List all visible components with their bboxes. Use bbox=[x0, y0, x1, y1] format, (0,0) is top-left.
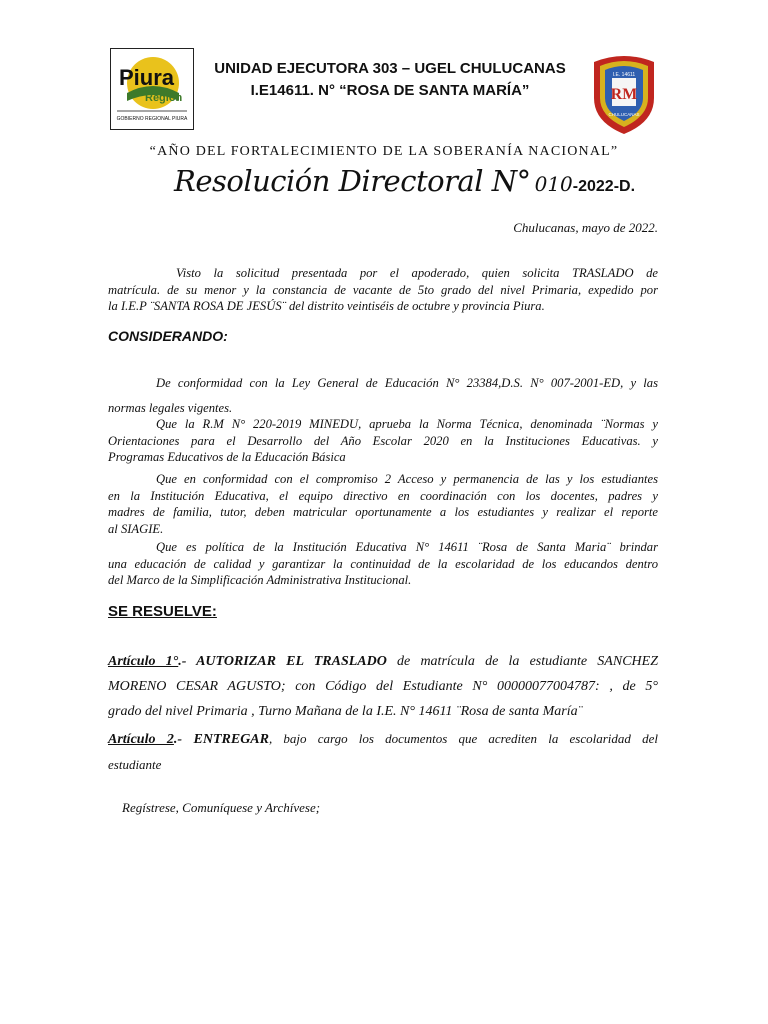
shield-icon bbox=[590, 52, 658, 136]
school-shield-logo bbox=[590, 52, 658, 136]
header-line-1: UNIDAD EJECUTORA 303 – UGEL CHULUCANAS bbox=[214, 60, 566, 77]
considerando-paragraph-1 bbox=[108, 371, 658, 421]
piura-logo-icon bbox=[111, 49, 193, 129]
article-1-line-1 bbox=[108, 649, 658, 674]
title-script: Resolución Directoral N° bbox=[174, 164, 531, 198]
title-number: 010 bbox=[534, 172, 573, 196]
paragraph-line: Orientaciones para el Desarrollo del Año Escolar 2020 en la Instituciones Educativas. y bbox=[108, 433, 658, 448]
piura-region-logo bbox=[110, 48, 194, 130]
shield-bottom-text: CHULUCANAS bbox=[608, 112, 640, 117]
paragraph-line: De conformidad con la Ley General de Educación N° 23384,D.S. N° 007-2001-ED, y las bbox=[156, 376, 658, 390]
article-1-line-2: MORENO CESAR AGUSTO; con Código del Estudiante N° 00000077004787: , de 5° bbox=[108, 679, 658, 694]
resuelve-heading: SE RESUELVE: bbox=[108, 603, 217, 620]
logo-sub-text: Región bbox=[145, 92, 183, 104]
article-2-line-2: estudiante bbox=[108, 757, 162, 772]
resolution-title bbox=[174, 164, 635, 198]
paragraph-line: normas legales vigentes. bbox=[108, 401, 233, 415]
paragraph-line: Programas Educativos de la Educación Básica bbox=[108, 450, 346, 464]
intro-paragraph bbox=[108, 265, 658, 315]
title-year: -2022-D. bbox=[572, 178, 636, 195]
paragraph-line: del Marco de la Simplificación Administrativa Institucional. bbox=[108, 573, 412, 587]
paragraph-line: al SIAGIE. bbox=[108, 521, 164, 536]
article-2-label: Artículo 2 bbox=[108, 732, 174, 747]
intro-line: Visto la solicitud presentada por el apoderado, quien solicita TRASLADO de bbox=[176, 266, 658, 280]
considerando-paragraph-3 bbox=[108, 471, 658, 537]
paragraph-line: Que es política de la Institución Educativa N° 14611 ¨Rosa de Santa Maria¨ brindar bbox=[156, 540, 658, 554]
paragraph-line: Que en conformidad con el compromiso 2 Acceso y permanencia de las y los estudiantes bbox=[156, 472, 658, 486]
intro-line: la I.E.P ¨SANTA ROSA DE JESÚS¨ del distrito veintiséis de octubre y provincia Piura. bbox=[108, 299, 545, 313]
closing-line: Regístrese, Comuníquese y Archívese; bbox=[122, 800, 321, 815]
article-2-line-1 bbox=[108, 726, 658, 752]
logo-brand-text: Piura bbox=[119, 65, 175, 90]
considerando-paragraph-4 bbox=[108, 539, 658, 589]
article-1-rest: de matrícula de la estudiante SANCHEZ bbox=[386, 654, 658, 669]
article-1-verb: AUTORIZAR EL TRASLADO bbox=[196, 654, 387, 669]
paragraph-line: en la Institución Educativa, el equipo directivo en coordinación con los docentes, padres y bbox=[108, 488, 658, 503]
article-1 bbox=[108, 649, 658, 724]
paragraph-line: Que la R.M N° 220-2019 MINEDU, aprueba la Norma Técnica, denominada ¨Normas y bbox=[156, 417, 658, 431]
article-2-punct: .- bbox=[173, 732, 194, 747]
considerando-paragraph-2 bbox=[108, 416, 658, 466]
article-2-verb: ENTREGAR bbox=[193, 732, 269, 747]
article-2-rest: , bajo cargo los documentos que acrediten la escolaridad del bbox=[268, 731, 658, 746]
logo-caption-text: GOBIERNO REGIONAL PIURA bbox=[116, 116, 188, 122]
document-date: Chulucanas, mayo de 2022. bbox=[513, 220, 658, 235]
year-motto: “AÑO DEL FORTALECIMIENTO DE LA SOBERANÍA NACIONAL” bbox=[149, 144, 619, 159]
paragraph-line: una educación de calidad y garantizar la continuidad de la escolaridad de los educandos dentro bbox=[108, 556, 658, 571]
article-1-punct: .- bbox=[178, 654, 197, 669]
article-2 bbox=[108, 726, 658, 777]
article-1-line-3: grado del nivel Primaria , Turno Mañana de la I.E. N° 14611 ¨Rosa de santa María¨ bbox=[108, 704, 583, 719]
header-line-2: I.E14611. N° “ROSA DE SANTA MARÍA” bbox=[250, 82, 530, 99]
shield-top-text: I.E. 14611 bbox=[612, 72, 636, 78]
paragraph-line: madres de familia, tutor, deben matricular oportunamente a los estudiantes y realizar el reporte bbox=[108, 505, 658, 519]
shield-letters: RM bbox=[610, 86, 638, 103]
intro-line: matrícula. de su menor y la constancia de vacante de 5to grado del nivel Primaria, expedido por bbox=[108, 282, 658, 297]
article-1-label: Artículo 1° bbox=[108, 654, 179, 669]
considerando-heading: CONSIDERANDO: bbox=[108, 328, 228, 344]
